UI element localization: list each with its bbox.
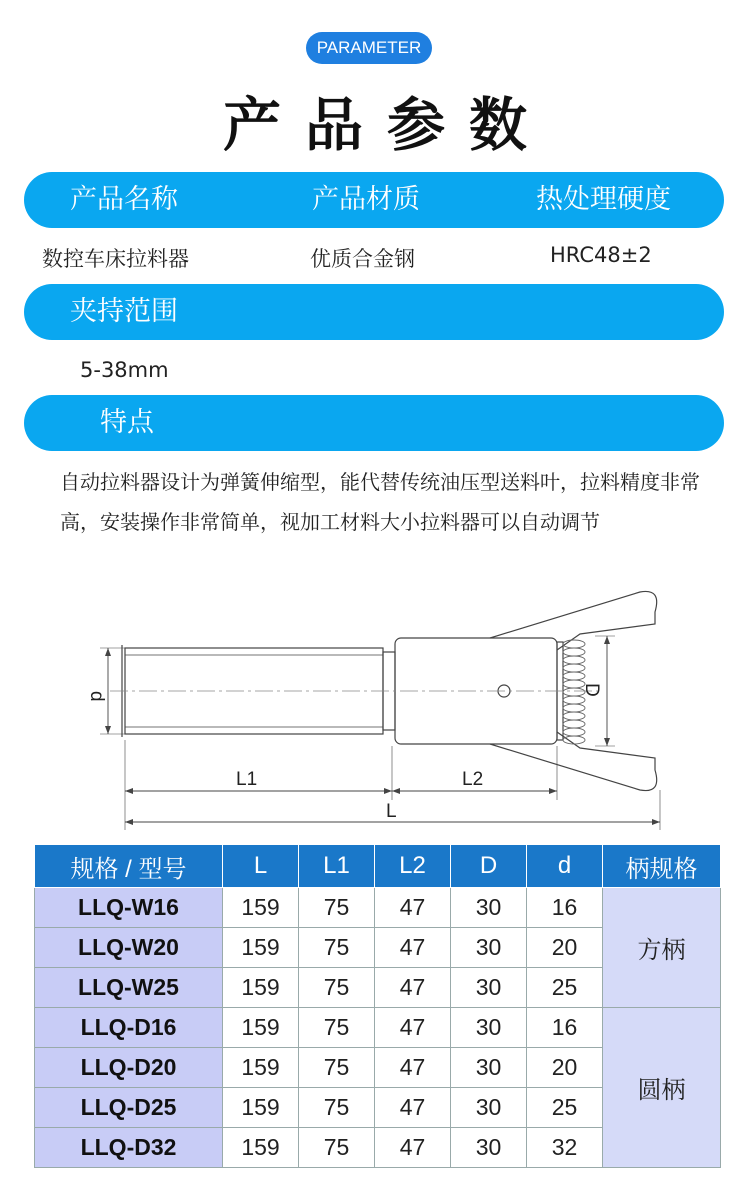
L1-cell: 75	[299, 1128, 375, 1168]
L-label: L	[386, 801, 397, 822]
clamping-range-label: 夹持范围	[70, 296, 178, 327]
clamping-range-bar	[24, 284, 724, 340]
model-cell: LLQ-D20	[35, 1048, 223, 1088]
table-row	[35, 1008, 721, 1048]
model-cell: LLQ-D25	[35, 1088, 223, 1128]
L-cell: 159	[223, 1088, 299, 1128]
L-cell: 159	[223, 928, 299, 968]
D-cell: 30	[451, 1008, 527, 1048]
model-cell: LLQ-W16	[35, 888, 223, 928]
header-d: d	[527, 845, 603, 888]
d-cell: 25	[527, 968, 603, 1008]
product-info-bar	[24, 172, 724, 228]
d-cell: 16	[527, 1008, 603, 1048]
L-cell: 159	[223, 968, 299, 1008]
L2-cell: 47	[375, 1008, 451, 1048]
header-handle: 柄规格	[603, 845, 721, 888]
features-description: 自动拉料器设计为弹簧伸缩型，能代替传统油压型送料叶，拉料精度非常高，安装操作非常简单，视加工材料大小拉料器可以自动调节	[60, 470, 700, 534]
model-cell: LLQ-D16	[35, 1008, 223, 1048]
model-cell: LLQ-W25	[35, 968, 223, 1008]
d-cell: 32	[527, 1128, 603, 1168]
heat-treatment-value: HRC48±2	[550, 243, 652, 267]
L-cell: 159	[223, 888, 299, 928]
L1-cell: 75	[299, 1048, 375, 1088]
L1-cell: 75	[299, 1008, 375, 1048]
D-cell: 30	[451, 888, 527, 928]
d-cell: 16	[527, 888, 603, 928]
L2-cell: 47	[375, 1048, 451, 1088]
header-L2: L2	[375, 845, 451, 888]
L1-label: L1	[236, 769, 258, 790]
header-L: L	[223, 845, 299, 888]
L1-cell: 75	[299, 928, 375, 968]
page-title: 产品参数	[222, 91, 551, 159]
header-L1: L1	[299, 845, 375, 888]
L2-cell: 47	[375, 1088, 451, 1128]
D-cell: 30	[451, 1088, 527, 1128]
L2-cell: 47	[375, 1128, 451, 1168]
header-model: 规格 / 型号	[35, 845, 223, 888]
L-cell: 159	[223, 1128, 299, 1168]
L2-label: L2	[462, 769, 484, 790]
spec-table	[34, 844, 721, 1168]
d-cell: 20	[527, 928, 603, 968]
heat-treatment-label: 热处理硬度	[536, 184, 671, 215]
features-bar	[24, 395, 724, 451]
puller-diagram	[80, 585, 680, 830]
D-label: D	[581, 683, 602, 697]
L1-cell: 75	[299, 968, 375, 1008]
L1-cell: 75	[299, 888, 375, 928]
L-cell: 159	[223, 1048, 299, 1088]
D-cell: 30	[451, 1128, 527, 1168]
header-D: D	[451, 845, 527, 888]
model-cell: LLQ-W20	[35, 928, 223, 968]
d-cell: 25	[527, 1088, 603, 1128]
product-name-label: 产品名称	[70, 184, 178, 215]
product-name-value: 数控车床拉料器	[42, 247, 189, 271]
D-cell: 30	[451, 928, 527, 968]
product-material-label: 产品材质	[312, 184, 420, 215]
table-header-row	[35, 845, 721, 888]
upper-finger	[490, 591, 657, 650]
features-label: 特点	[100, 407, 154, 438]
L1-cell: 75	[299, 1088, 375, 1128]
handle-round-cell: 圆柄	[603, 1008, 721, 1168]
d-label: d	[86, 691, 107, 702]
product-material-value: 优质合金钢	[310, 247, 415, 271]
L2-cell: 47	[375, 928, 451, 968]
handle-square-cell: 方柄	[603, 888, 721, 1008]
L-cell: 159	[223, 1008, 299, 1048]
D-cell: 30	[451, 1048, 527, 1088]
model-cell: LLQ-D32	[35, 1128, 223, 1168]
D-cell: 30	[451, 968, 527, 1008]
L2-cell: 47	[375, 888, 451, 928]
table-row	[35, 888, 721, 928]
clamping-range-value: 5-38mm	[80, 358, 169, 382]
L2-cell: 47	[375, 968, 451, 1008]
lower-finger	[490, 732, 657, 791]
d-cell: 20	[527, 1048, 603, 1088]
parameter-badge: PARAMETER	[306, 32, 432, 64]
